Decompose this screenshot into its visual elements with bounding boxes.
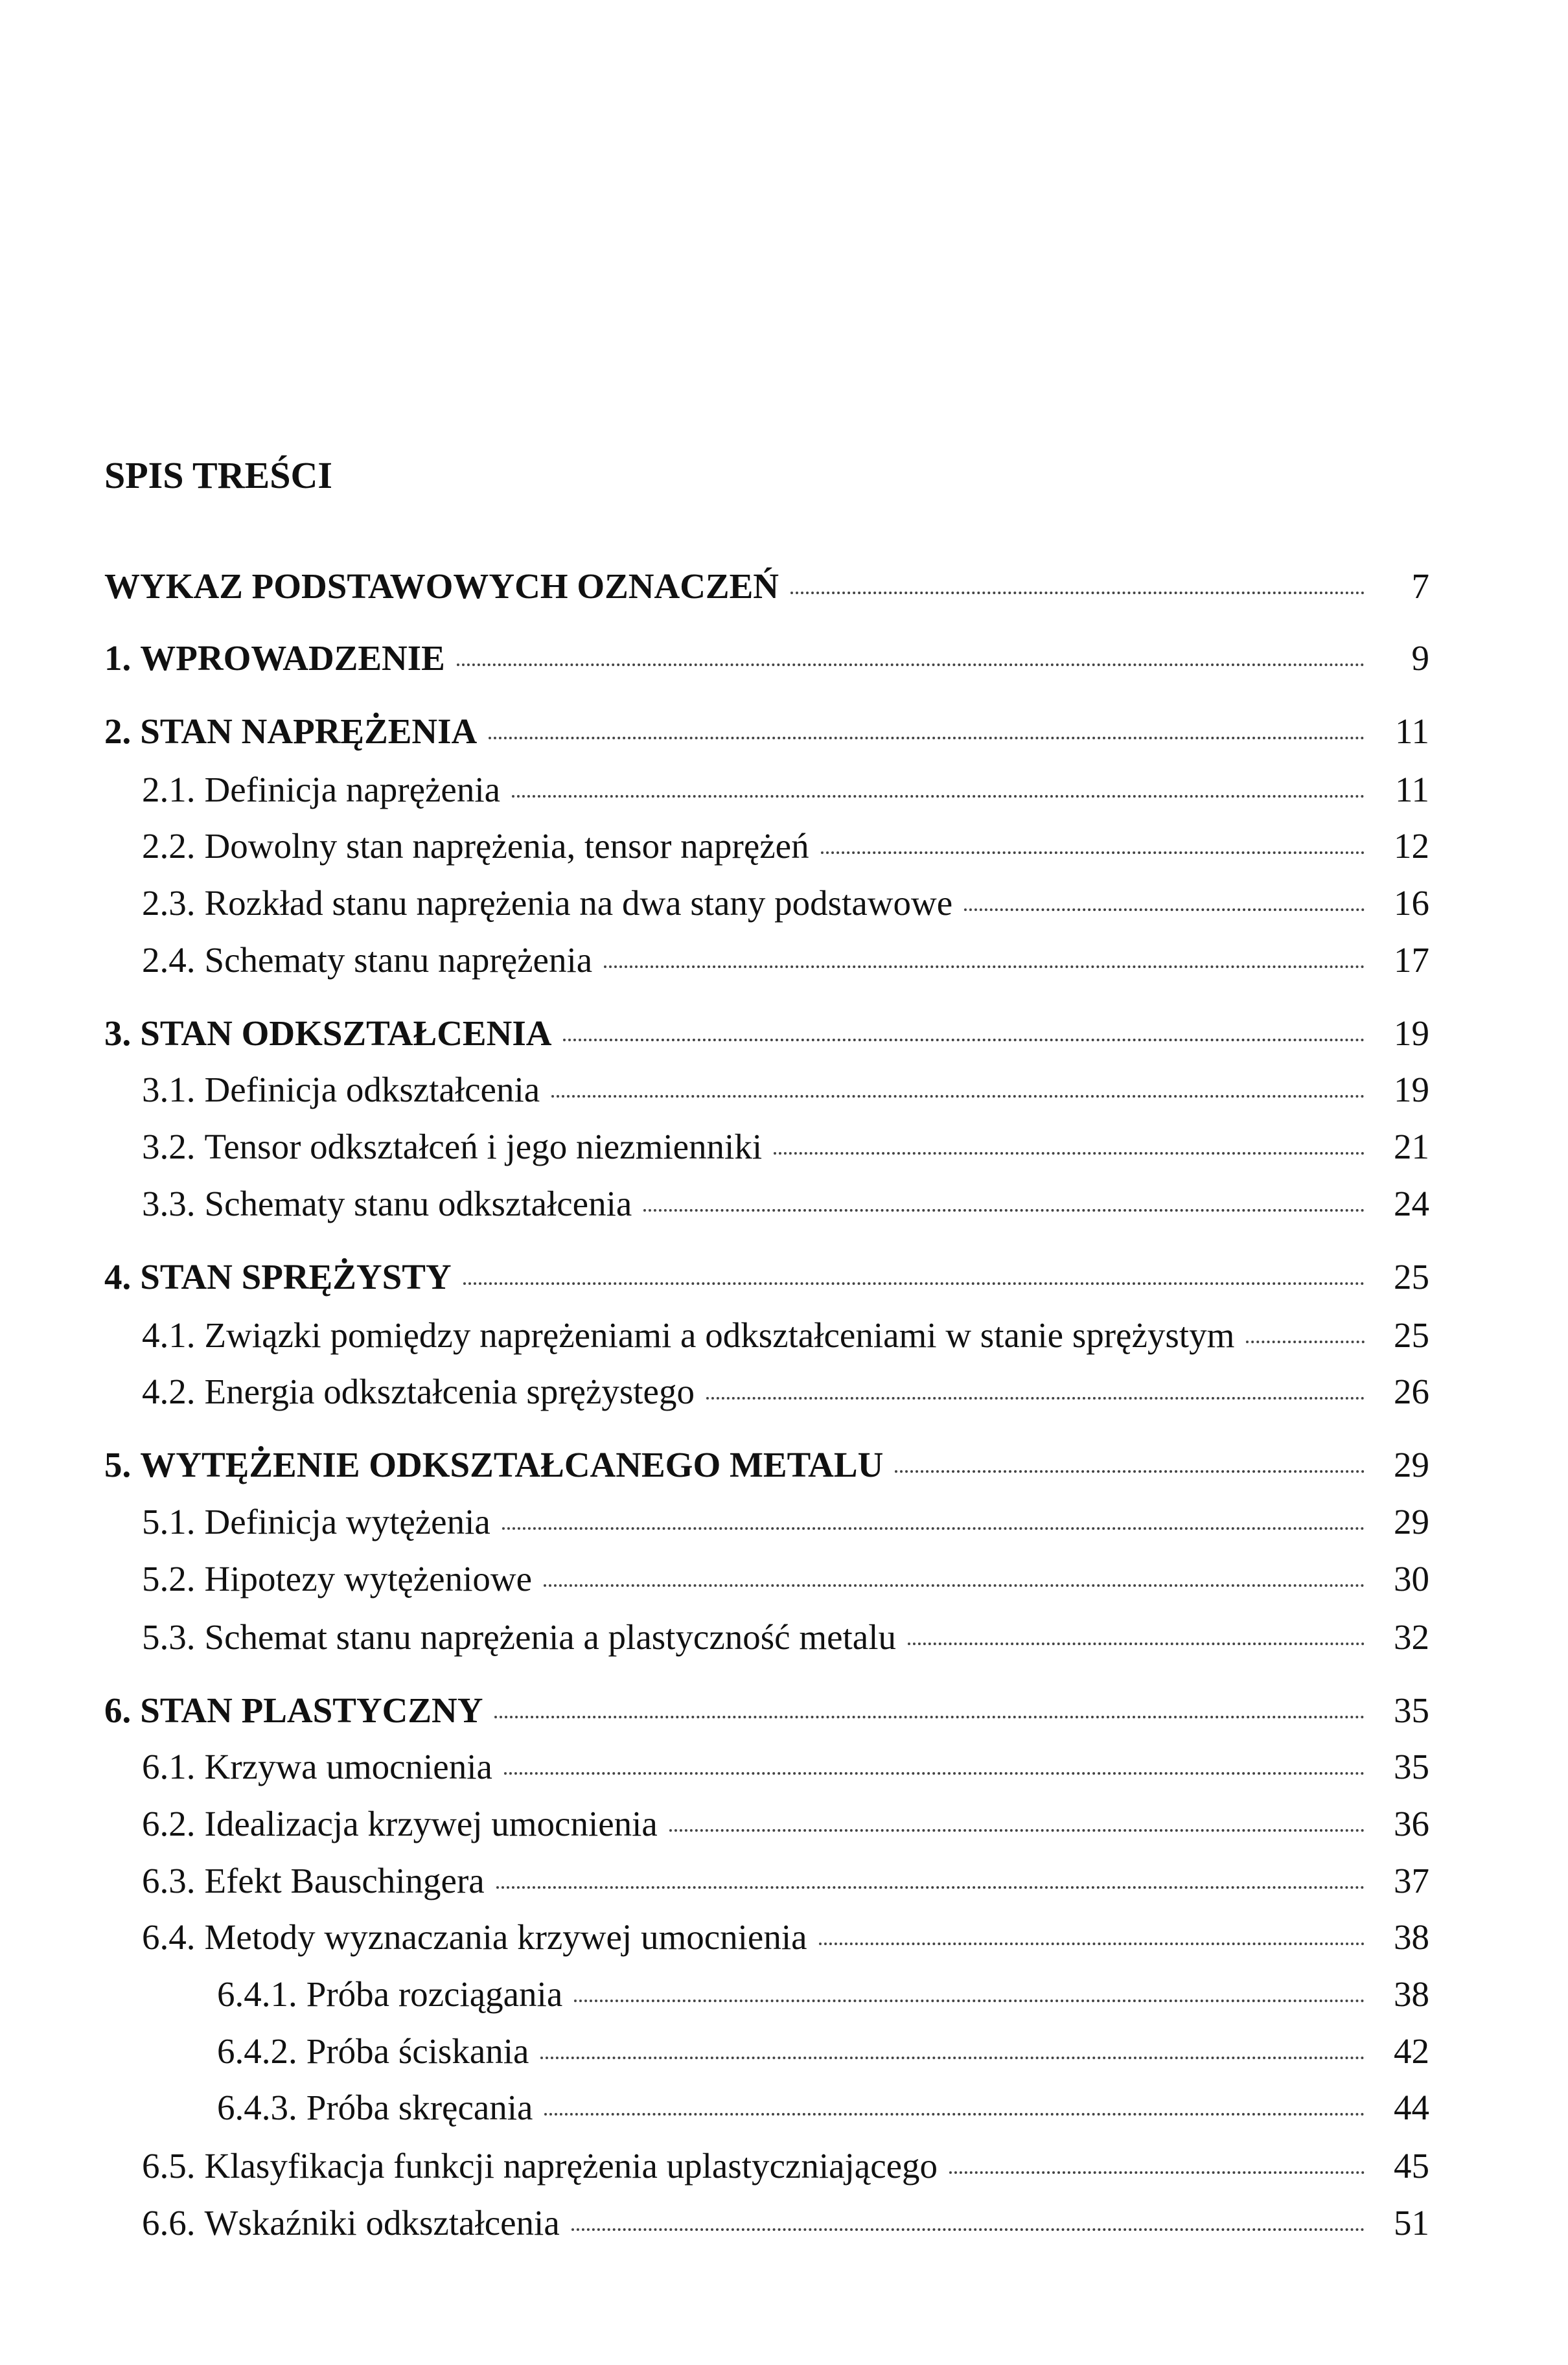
dot-leader xyxy=(457,663,1365,666)
toc-entry-number: 2. xyxy=(104,711,132,751)
toc-entry-page: 45 xyxy=(1394,2146,1429,2186)
toc-entry-page: 25 xyxy=(1394,1257,1429,1297)
toc-entry-text: Wskaźniki odkształcenia xyxy=(204,2203,560,2243)
toc-entry-page: 19 xyxy=(1394,1013,1429,1053)
toc-entry-number: 2.4. xyxy=(142,940,196,980)
toc-entry-label xyxy=(142,1915,807,1960)
toc-entry-number: 3.3. xyxy=(142,1184,196,1223)
toc-entry-number: 4.1. xyxy=(142,1315,196,1355)
dot-leader xyxy=(512,795,1365,798)
toc-entry[interactable] xyxy=(142,1744,1429,1790)
toc-entry-page: 29 xyxy=(1394,1445,1429,1484)
toc-entry[interactable] xyxy=(142,2143,1429,2189)
toc-entry[interactable] xyxy=(142,1124,1429,1170)
toc-entry-page: 17 xyxy=(1394,940,1429,980)
toc-entry[interactable] xyxy=(142,1858,1429,1904)
toc-entry-page: 30 xyxy=(1394,1559,1429,1598)
toc-entry-number: 6. xyxy=(104,1690,132,1730)
toc-entry[interactable] xyxy=(142,1181,1429,1227)
toc-entry-page: 32 xyxy=(1394,1617,1429,1657)
toc-entry[interactable] xyxy=(142,767,1429,813)
toc-entry-label xyxy=(217,2085,533,2130)
toc-entry-label xyxy=(142,1499,490,1545)
toc-entry-number: 1. xyxy=(104,638,132,678)
dot-leader xyxy=(544,1584,1365,1587)
dot-leader xyxy=(574,2000,1365,2002)
toc-entry-page: 29 xyxy=(1394,1502,1429,1541)
toc-title: SPIS TREŚCI xyxy=(104,454,332,496)
toc-entry-number: 2.3. xyxy=(142,883,196,923)
toc-entry-label xyxy=(104,709,477,754)
toc-entry-number: 3. xyxy=(104,1013,132,1053)
dot-leader xyxy=(949,2171,1365,2174)
dot-leader xyxy=(821,851,1365,854)
dot-leader xyxy=(496,1886,1365,1889)
toc-entry-page: 25 xyxy=(1394,1315,1429,1355)
toc-entry[interactable] xyxy=(142,824,1429,869)
toc-entry-label xyxy=(217,1972,562,2017)
toc-entry-text: Definicja naprężenia xyxy=(204,770,501,809)
toc-entry[interactable] xyxy=(104,564,1429,609)
dot-leader xyxy=(819,1943,1365,1945)
dot-leader xyxy=(544,2113,1365,2116)
toc-entry-number: 3.2. xyxy=(142,1127,196,1166)
toc-entry-page: 11 xyxy=(1395,711,1429,751)
toc-entry-page: 44 xyxy=(1394,2088,1429,2127)
toc-entry[interactable] xyxy=(142,1313,1429,1358)
toc-entry-number: 5. xyxy=(104,1445,132,1484)
toc-entry-label xyxy=(217,2029,529,2074)
toc-entry[interactable] xyxy=(142,1915,1429,1960)
toc-entry-text: STAN SPRĘŻYSTY xyxy=(140,1257,452,1297)
toc-entry-label xyxy=(104,1011,551,1056)
dot-leader xyxy=(604,965,1365,968)
toc-entry-page: 19 xyxy=(1394,1070,1429,1109)
toc-entry-page: 24 xyxy=(1394,1184,1429,1223)
toc-entry-label xyxy=(142,1067,540,1113)
dot-leader xyxy=(502,1527,1365,1530)
toc-entry-number: 6.4.3. xyxy=(217,2088,297,2127)
toc-entry-number: 4. xyxy=(104,1257,132,1297)
toc-entry-text: Próba skręcania xyxy=(306,2088,533,2127)
toc-entry-label xyxy=(142,767,500,813)
toc-entry-text: WPROWADZENIE xyxy=(140,638,445,678)
toc-entry-label xyxy=(142,1801,658,1847)
toc-entry-number: 6.4.2. xyxy=(217,2031,297,2071)
toc-entry-number: 6.4. xyxy=(142,1917,196,1957)
toc-entry-text: Próba rozciągania xyxy=(306,1974,563,2014)
toc-entry-text: STAN NAPRĘŻENIA xyxy=(140,711,478,751)
toc-entry[interactable] xyxy=(104,1442,1429,1488)
toc-entry[interactable] xyxy=(104,1011,1429,1056)
toc-entry-text: Efekt Bauschingera xyxy=(204,1861,485,1900)
toc-entry-text: Metody wyznaczania krzywej umocnienia xyxy=(204,1917,807,1957)
toc-entry-number: 6.5. xyxy=(142,2146,196,2186)
dot-leader xyxy=(551,1095,1365,1098)
dot-leader xyxy=(463,1282,1365,1285)
toc-entry-text: Idealizacja krzywej umocnienia xyxy=(204,1804,658,1843)
toc-entry-text: Krzywa umocnienia xyxy=(204,1747,492,1786)
toc-entry-page: 38 xyxy=(1394,1917,1429,1957)
toc-entry-page: 7 xyxy=(1411,566,1429,606)
dot-leader xyxy=(908,1643,1365,1645)
toc-entry-label xyxy=(104,1688,483,1733)
toc-entry-text: WYTĘŻENIE ODKSZTAŁCANEGO METALU xyxy=(140,1445,884,1484)
toc-entry[interactable] xyxy=(217,2085,1429,2130)
toc-entry[interactable] xyxy=(142,1499,1429,1545)
toc-entry-number: 6.4.1. xyxy=(217,1974,297,2014)
toc-entry-page: 38 xyxy=(1394,1974,1429,2014)
toc-entry-label xyxy=(104,1254,452,1300)
toc-entry-number: 5.1. xyxy=(142,1502,196,1541)
dot-leader xyxy=(489,737,1365,739)
dot-leader xyxy=(790,592,1365,594)
dot-leader xyxy=(1246,1341,1365,1343)
toc-entry-text: Definicja wytężenia xyxy=(204,1502,490,1541)
toc-entry-number: 6.2. xyxy=(142,1804,196,1843)
toc-entry-number: 6.3. xyxy=(142,1861,196,1900)
toc-entry[interactable] xyxy=(104,709,1429,754)
toc-entry-text: Schematy stanu odkształcenia xyxy=(204,1184,632,1223)
toc-entry-label xyxy=(142,1556,532,1602)
toc-entry[interactable] xyxy=(142,881,1429,926)
toc-entry-label xyxy=(142,1744,492,1790)
toc-entry[interactable] xyxy=(104,1254,1429,1300)
toc-entry-label xyxy=(142,1313,1234,1358)
toc-entry[interactable] xyxy=(142,1801,1429,1847)
dot-leader xyxy=(706,1397,1365,1400)
dot-leader xyxy=(895,1470,1365,1473)
toc-entry-number: 6.1. xyxy=(142,1747,196,1786)
toc-entry-number: 5.2. xyxy=(142,1559,196,1598)
toc-entry[interactable] xyxy=(142,1369,1429,1414)
toc-entry[interactable] xyxy=(217,1972,1429,2017)
toc-entry-page: 26 xyxy=(1394,1372,1429,1411)
toc-entry[interactable] xyxy=(142,2200,1429,2246)
toc-entry-label xyxy=(142,1615,896,1660)
toc-entry-text: Dowolny stan naprężenia, tensor naprężeń xyxy=(204,826,809,866)
toc-entry-page: 9 xyxy=(1411,638,1429,678)
toc-entry-text: Hipotezy wytężeniowe xyxy=(204,1559,533,1598)
toc-entry-text: Klasyfikacja funkcji naprężenia uplastyczniającego xyxy=(204,2146,938,2186)
toc-entry-text: STAN PLASTYCZNY xyxy=(140,1690,483,1730)
toc-entry[interactable] xyxy=(104,636,1429,681)
toc-entry-text: Energia odkształcenia sprężystego xyxy=(204,1372,695,1411)
toc-entry-text: WYKAZ PODSTAWOWYCH OZNACZEŃ xyxy=(104,566,779,606)
toc-entry[interactable] xyxy=(104,1688,1429,1733)
toc-entry-page: 12 xyxy=(1394,826,1429,866)
toc-entry-text: Związki pomiędzy naprężeniami a odkształceniami w stanie sprężystym xyxy=(204,1315,1235,1355)
toc-entry-page: 51 xyxy=(1394,2203,1429,2243)
toc-entry-page: 16 xyxy=(1394,883,1429,923)
toc-entry-label xyxy=(142,824,809,869)
dot-leader xyxy=(563,1039,1365,1041)
toc-entry-number: 6.6. xyxy=(142,2203,196,2243)
dot-leader xyxy=(669,1829,1365,1832)
dot-leader xyxy=(571,2228,1365,2231)
dot-leader xyxy=(494,1716,1365,1718)
toc-entry-label xyxy=(142,1369,695,1414)
toc-entry-page: 11 xyxy=(1395,770,1429,809)
toc-entry[interactable] xyxy=(142,938,1429,983)
toc-entry-label xyxy=(142,1124,762,1170)
toc-entry-number: 2.1. xyxy=(142,770,196,809)
toc-entry-page: 36 xyxy=(1394,1804,1429,1843)
toc-entry-page: 35 xyxy=(1394,1690,1429,1730)
toc-entry-label xyxy=(142,938,592,983)
toc-entry-text: Definicja odkształcenia xyxy=(204,1070,540,1109)
toc-entry-label xyxy=(142,2200,560,2246)
toc-entry-text: Próba ściskania xyxy=(306,2031,529,2071)
toc-entry-label xyxy=(104,564,779,609)
dot-leader xyxy=(774,1152,1365,1155)
toc-entry-page: 37 xyxy=(1394,1861,1429,1900)
toc-entry-number: 4.2. xyxy=(142,1372,196,1411)
toc-entry-label xyxy=(142,1181,632,1227)
dot-leader xyxy=(964,908,1365,911)
toc-entry-text: Schemat stanu naprężenia a plastyczność metalu xyxy=(204,1617,896,1657)
toc-entry-page: 42 xyxy=(1394,2031,1429,2071)
toc-entry[interactable] xyxy=(142,1556,1429,1602)
toc-entry-label xyxy=(142,881,952,926)
dot-leader xyxy=(504,1772,1365,1775)
toc-entry-label xyxy=(142,2143,938,2189)
toc-entry-label xyxy=(104,1442,883,1488)
toc-entry-text: Rozkład stanu naprężenia na dwa stany podstawowe xyxy=(204,883,953,923)
toc-entry-number: 5.3. xyxy=(142,1617,196,1657)
toc-entry-text: STAN ODKSZTAŁCENIA xyxy=(140,1013,552,1053)
toc-entry-page: 21 xyxy=(1394,1127,1429,1166)
toc-entry-label xyxy=(104,636,445,681)
toc-entry[interactable] xyxy=(217,2029,1429,2074)
toc-entry[interactable] xyxy=(142,1615,1429,1660)
toc-entry-label xyxy=(142,1858,485,1904)
toc-entry-page: 35 xyxy=(1394,1747,1429,1786)
toc-entry-number: 3.1. xyxy=(142,1070,196,1109)
dot-leader xyxy=(643,1209,1365,1212)
toc-entry-number: 2.2. xyxy=(142,826,196,866)
dot-leader xyxy=(540,2057,1365,2059)
toc-entry-text: Schematy stanu naprężenia xyxy=(204,940,593,980)
toc-entry-text: Tensor odkształceń i jego niezmienniki xyxy=(204,1127,763,1166)
toc-entry[interactable] xyxy=(142,1067,1429,1113)
